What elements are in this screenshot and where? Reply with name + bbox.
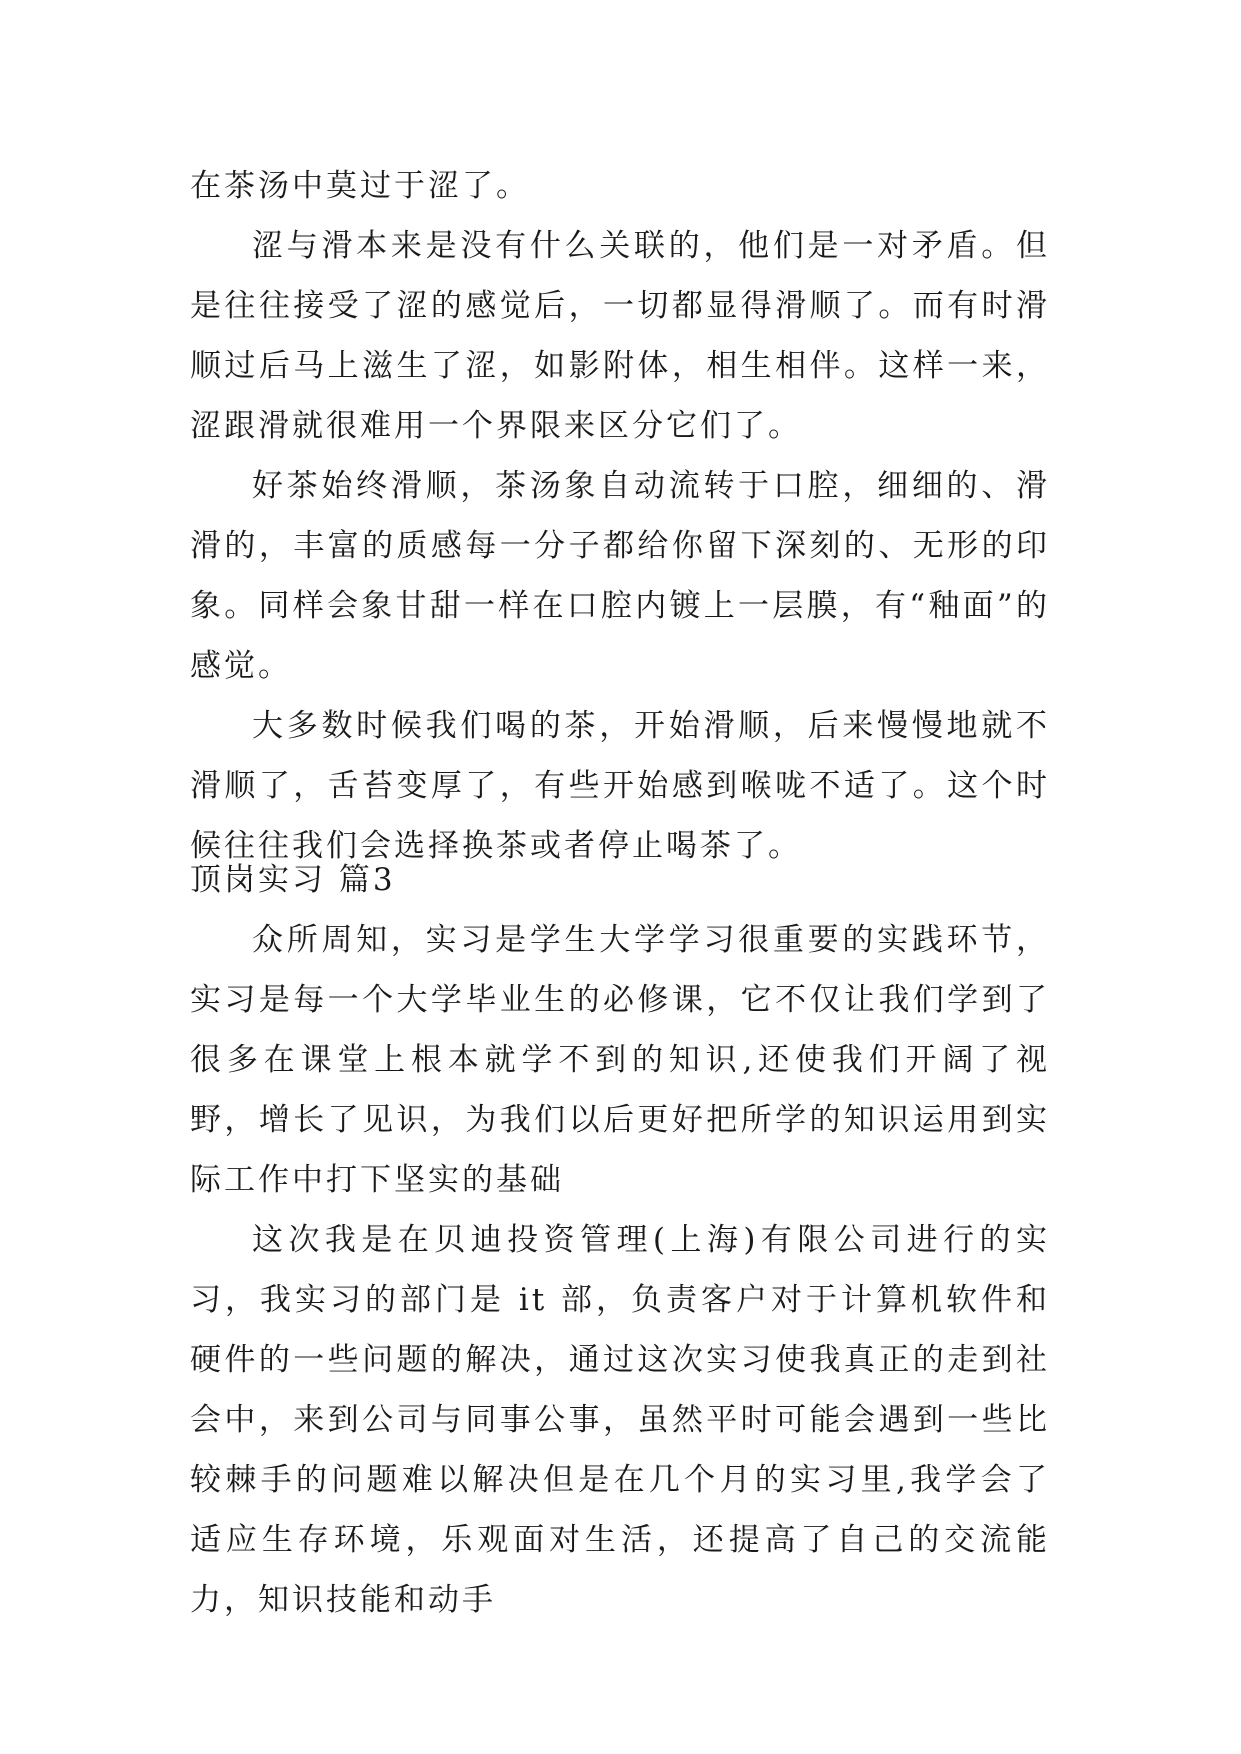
paragraph: 大多数时候我们喝的茶，开始滑顺，后来慢慢地就不滑顺了，舌苔变厚了，有些开始感到喉咙不适了。这个时候往往我们会选择换茶或者停止喝茶了。 xyxy=(190,708,1050,864)
section-heading: 顶岗实习 篇3 xyxy=(190,862,396,898)
paragraph-continuation: 在茶汤中莫过于涩了。 xyxy=(190,168,530,204)
section-1-body xyxy=(190,156,1050,876)
paragraph: 好茶始终滑顺，茶汤象自动流转于口腔，细细的、滑滑的，丰富的质感每一分子都给你留下深刻的、无形的印象。同样会象甘甜一样在口腔内镀上一层膜，有“釉面”的感觉。 xyxy=(190,468,1050,684)
section-2-body xyxy=(190,910,1050,1630)
paragraph: 众所周知，实习是学生大学学习很重要的实践环节，实习是每一个大学毕业生的必修课，它不仅让我们学到了很多在课堂上根本就学不到的知识,还使我们开阔了视野，增长了见识，为我们以后更好把所学的知识运用到实际工作中打下坚实的基础 xyxy=(190,922,1050,1198)
paragraph: 涩与滑本来是没有什么关联的，他们是一对矛盾。但是往往接受了涩的感觉后，一切都显得滑顺了。而有时滑顺过后马上滋生了涩，如影附体，相生相伴。这样一来，涩跟滑就很难用一个界限来区分它们了。 xyxy=(190,228,1050,444)
paragraph: 这次我是在贝迪投资管理(上海)有限公司进行的实习，我实习的部门是 it 部，负责客户对于计算机软件和硬件的一些问题的解决，通过这次实习使我真正的走到社会中，来到公司与同事公事，虽然平时可能会遇到一些比较棘手的问题难以解决但是在几个月的实习里,我学会了适应生存环境，乐观面对生活，还提高了自己的交流能力，知识技能和动手 xyxy=(190,1222,1050,1618)
